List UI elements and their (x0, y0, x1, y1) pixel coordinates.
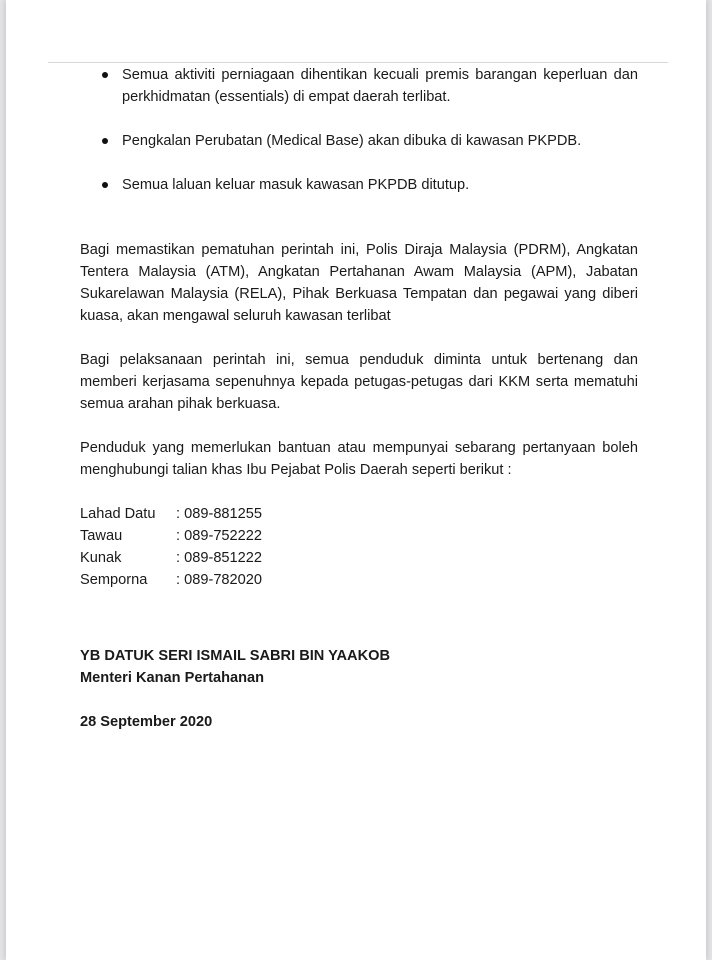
district-phone: : 089-851222 (176, 550, 263, 566)
hotline-row (80, 569, 262, 591)
bullet-icon (102, 72, 108, 78)
bullet-item (80, 130, 638, 152)
district-phone: : 089-881255 (176, 506, 263, 522)
bullet-icon (102, 138, 108, 144)
cooperation-paragraph: Bagi pelaksanaan perintah ini, semua penduduk diminta untuk bertenang dan memberi kerjasama sepenuhnya kepada petugas-petugas dari KKM serta mematuhi semua arahan pihak berkuasa. (80, 352, 638, 412)
header-divider (48, 62, 668, 63)
bullet-item (80, 174, 638, 196)
bullet-item (80, 64, 638, 108)
document-body (80, 64, 638, 733)
bullet-list (80, 64, 638, 196)
district-name: Tawau (80, 528, 123, 544)
hotline-row (80, 547, 262, 569)
signatory-name: YB DATUK SERI ISMAIL SABRI BIN YAAKOB (80, 648, 391, 664)
hotline-row (80, 503, 262, 525)
hotline-row (80, 525, 262, 547)
enforcement-paragraph: Bagi memastikan pematuhan perintah ini, Polis Diraja Malaysia (PDRM), Angkatan Tentera Malaysia (ATM), Angkatan Pertahanan Awam Malaysia (APM), Jabatan Sukarelawan Malaysia (RELA), Pihak Berkuasa Tempatan dan pegawai yang diberi kuasa, akan mengawal seluruh kawasan terlibat (80, 242, 638, 324)
district-phone: : 089-752222 (176, 528, 263, 544)
document-page (6, 0, 706, 960)
document-date: 28 September 2020 (80, 714, 213, 730)
district-name: Lahad Datu (80, 506, 156, 522)
hotline-table (80, 503, 262, 591)
signature-block (80, 645, 638, 689)
district-name: Semporna (80, 572, 148, 588)
bullet-text: Pengkalan Perubatan (Medical Base) akan dibuka di kawasan PKPDB. (122, 133, 582, 149)
bullet-text: Semua aktiviti perniagaan dihentikan kecuali premis barangan keperluan dan perkhidmatan (essentials) di empat daerah terlibat. (122, 67, 638, 105)
district-phone: : 089-782020 (176, 572, 263, 588)
signatory-title: Menteri Kanan Pertahanan (80, 670, 265, 686)
hotline-intro-paragraph: Penduduk yang memerlukan bantuan atau mempunyai sebarang pertanyaan boleh menghubungi talian khas Ibu Pejabat Polis Daerah seperti berikut : (80, 440, 638, 478)
bullet-icon (102, 182, 108, 188)
district-name: Kunak (80, 550, 122, 566)
bullet-text: Semua laluan keluar masuk kawasan PKPDB ditutup. (122, 177, 470, 193)
